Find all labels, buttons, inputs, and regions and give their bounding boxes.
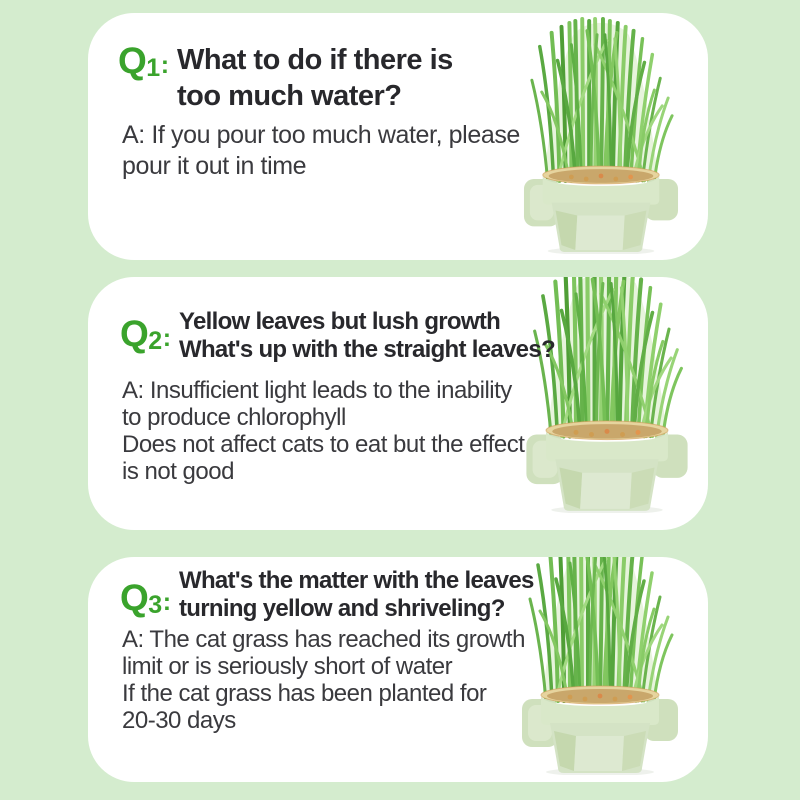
q-colon: :	[160, 51, 169, 79]
question-3-label	[120, 579, 171, 618]
question-line: What's up with the straight leaves?	[179, 336, 555, 363]
answer-line: A: The cat grass has reached its growth	[122, 626, 525, 653]
question-line: Yellow leaves but lush growth	[179, 308, 501, 335]
answer-1-text	[122, 120, 520, 182]
answer-line: limit or is seriously short of water	[122, 653, 453, 680]
q-number: 1	[146, 54, 160, 82]
question-line: turning yellow and shriveling?	[179, 595, 505, 622]
q-number: 2	[148, 327, 162, 355]
answer-line: If the cat grass has been planted for	[122, 680, 487, 707]
q-letter: Q	[120, 577, 149, 618]
answer-line: 20-30 days	[122, 707, 236, 734]
question-2-text	[179, 308, 555, 364]
q-letter: Q	[118, 40, 147, 81]
question-3-text	[179, 567, 534, 623]
question-line: What's the matter with the leaves	[179, 567, 534, 594]
answer-line: to produce chlorophyll	[122, 404, 346, 431]
question-line: too much water?	[177, 80, 402, 112]
q-colon: :	[162, 588, 171, 616]
answer-line: pour it out in time	[122, 152, 307, 180]
answer-3-text	[122, 626, 525, 734]
question-1-label	[118, 42, 169, 81]
answer-line: Does not affect cats to eat but the effect	[122, 431, 525, 458]
faq-card-2	[88, 277, 708, 530]
question-2-label	[120, 315, 171, 354]
answer-line: is not good	[122, 458, 234, 485]
cat-grass-pot-image	[510, 557, 690, 775]
q-colon: :	[162, 324, 171, 352]
faq-card-3	[88, 557, 708, 782]
question-1-text	[177, 42, 453, 114]
q-letter: Q	[120, 313, 149, 354]
answer-line: A: If you pour too much water, please	[122, 121, 520, 149]
answer-line: A: Insufficient light leads to the inability	[122, 377, 512, 404]
cat-grass-pot-image	[512, 17, 690, 254]
question-line: What to do if there is	[177, 44, 453, 76]
faq-card-1	[88, 13, 708, 260]
answer-2-text	[122, 377, 524, 485]
q-number: 3	[148, 591, 162, 619]
